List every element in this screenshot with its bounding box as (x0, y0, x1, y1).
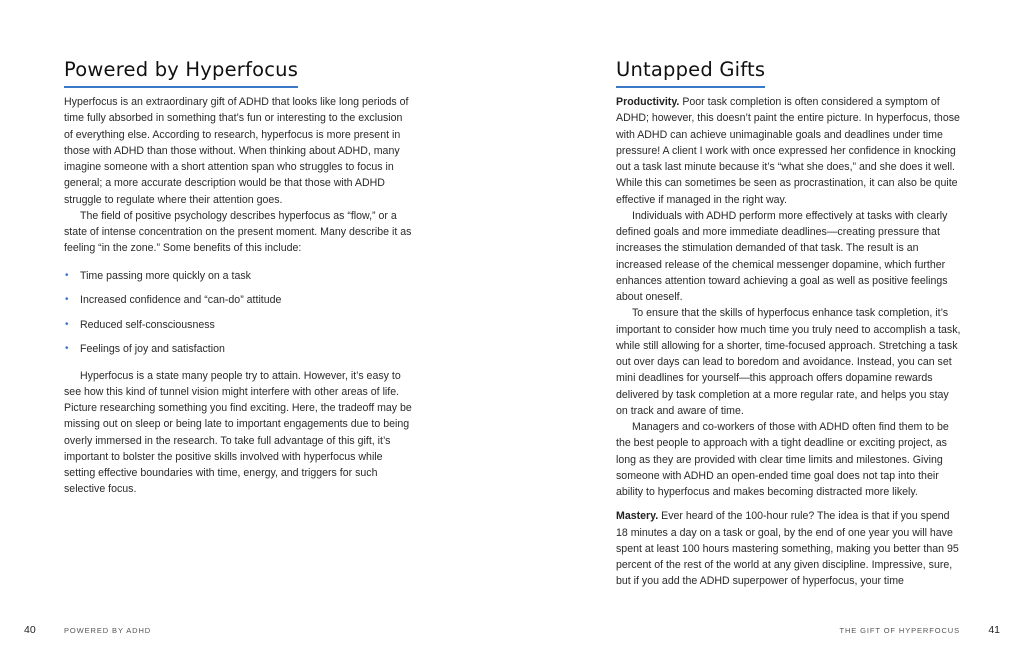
mastery-paragraph (616, 508, 961, 589)
section-heading: Powered by Hyperfocus (64, 58, 298, 88)
paragraph-gap (616, 500, 961, 508)
left-body (64, 94, 412, 498)
body-paragraph: To ensure that the skills of hyperfocus enhance task completion, it’s important to consider how much time you truly need to accomplish a task, while still allowing for a shorter, time-focused approach. Stretching a task out over days can lead to boredom and avoidance. Instead, you can set mini deadlines for yourself—this approach offers dopamine rewards delivered by task completion at a more regular rate, and helps you stay on track and aware of time. (616, 307, 961, 417)
list-item-text: Feelings of joy and satisfaction (80, 343, 225, 355)
list-item (64, 337, 412, 362)
paragraph-text: Ever heard of the 100-hour rule? The idea is that if you spend 18 minutes a day on a task or goal, by the end of one year you will have spent at least 100 hours mastering something, making you better than 95 percent of the rest of the world at any given discipline. Impressive, sure, but if you add the ADHD superpower of hyperfocus, your time (616, 510, 959, 588)
run-in-heading: Mastery. (616, 510, 659, 523)
list-item-text: Time passing more quickly on a task (80, 269, 251, 282)
list-item (64, 288, 412, 313)
running-head: THE GIFT OF HYPERFOCUS (839, 626, 960, 635)
body-paragraph: Hyperfocus is an extraordinary gift of ADHD that looks like long periods of time fully absorbed in something that’s fun or interesting to the exclusion of everything else. According to research, hyperfocus is more present in those with ADHD than those without. When thinking about ADHD, many imagine someone with a short attention span who struggles to focus in general; a more accurate description would be that those with ADHD struggle to regulate where their attention goes. (64, 96, 409, 206)
bullet-icon: • (65, 343, 69, 354)
page-number: 40 (24, 624, 36, 636)
benefits-list (64, 264, 412, 362)
body-paragraph: The field of positive psychology describes hyperfocus as “flow,” or a state of intense concentration on the present moment. Many describe it as feeling “in the zone.” Some benefits of this include: (64, 209, 412, 255)
body-paragraph: Hyperfocus is a state many people try to attain. However, it’s easy to see how this kind of tunnel vision might interfere with other areas of life. Picture researching something you find exciting. Here, the tradeoff may be missing out on sleep or being late to important engagements due to being overly immersed in the research. To take full advantage of this gift, it’s important to bolster the positive skills involved with hyperfocus while setting effective boundaries with time, energy, and triggers for such selective focus. (64, 369, 412, 496)
run-in-heading: Productivity. (616, 96, 680, 108)
list-item (64, 264, 412, 289)
list-item-text: Increased confidence and “can-do” attitude (80, 294, 282, 306)
running-head: POWERED BY ADHD (64, 626, 152, 635)
list-item-text: Reduced self-consciousness (80, 318, 215, 331)
right-page (512, 0, 1024, 658)
bullet-icon: • (65, 269, 69, 281)
productivity-paragraph (616, 94, 961, 208)
page-number: 41 (988, 624, 1000, 636)
bullet-icon: • (65, 318, 69, 330)
body-paragraph: Individuals with ADHD perform more effectively at tasks with clearly defined goals and more immediate deadlines—creating pressure that increases the stimulation demanded of that task. The result is an increased release of the chemical messenger dopamine, which further enhances attention toward achieving a goal as well as positive feelings about oneself. (616, 209, 948, 303)
bullet-icon: • (65, 294, 69, 305)
paragraph-text: Poor task completion is often considered a symptom of ADHD; however, this doesn’t paint the entire picture. In hyperfocus, those with ADHD can achieve unimaginable goals and deadlines under time pressure! A client I work with once expressed her confidence in knocking out a task last minute because it’s “what she does,” and she does it well. While this can sometimes be seen as procrastination, it can also be quite effective if managed in the right way. (616, 96, 960, 206)
section-heading: Untapped Gifts (616, 58, 765, 88)
body-paragraph: Managers and co-workers of those with ADHD often find them to be the best people to approach with a tight deadline or exciting project, as long as they are provided with clear time limits and milestones. Giving someone with ADHD an open-ended time goal does not tap into their ability to hyperfocus and makes becoming distracted more likely. (616, 421, 949, 498)
right-body (616, 94, 961, 590)
list-item (64, 313, 412, 338)
